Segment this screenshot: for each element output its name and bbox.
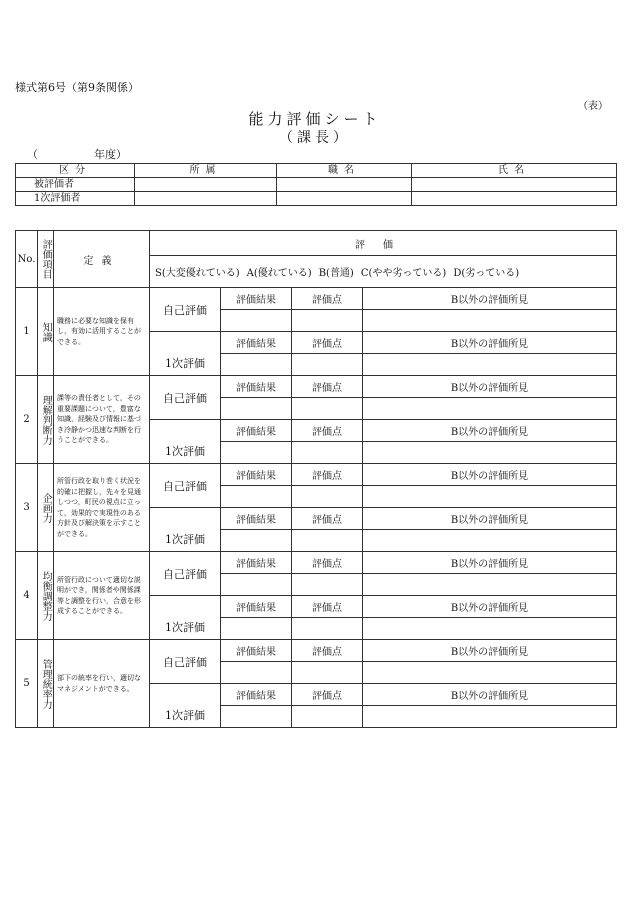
self-eval-label: 自己評価 <box>150 288 221 332</box>
first-score-cell[interactable] <box>292 442 363 464</box>
first-comment-cell[interactable] <box>363 618 617 640</box>
first-comment-cell[interactable] <box>363 706 617 728</box>
header-department: 所属 <box>135 164 277 178</box>
item-number: 4 <box>16 552 38 640</box>
self-score-cell[interactable] <box>292 662 363 684</box>
first-comment-cell[interactable] <box>363 354 617 376</box>
item-name <box>38 464 54 552</box>
first-result-cell[interactable] <box>221 530 292 552</box>
self-score-label: 評価点 <box>292 376 363 398</box>
first-comment-label: B以外の評価所見 <box>363 684 617 706</box>
item-number: 1 <box>16 288 38 376</box>
header-no: No. <box>16 231 38 288</box>
form-number: 様式第6号（第9条関係） <box>15 81 139 94</box>
item-definition: 職務に必要な知識を保有し，有効に活用することができる。 <box>54 288 150 376</box>
evaluatee-position-cell[interactable] <box>277 178 412 192</box>
page-subtitle: （課長） <box>279 130 351 146</box>
evaluatee-name-cell[interactable] <box>412 178 617 192</box>
grade-c: C(やや劣っている) <box>360 268 447 279</box>
first-score-label: 評価点 <box>292 332 363 354</box>
year-open: （ <box>27 148 38 161</box>
first-score-label: 評価点 <box>292 420 363 442</box>
first-score-cell[interactable] <box>292 530 363 552</box>
grade-b: B(普通) <box>318 268 354 279</box>
self-result-label: 評価結果 <box>221 288 292 310</box>
first-result-label: 評価結果 <box>221 420 292 442</box>
self-comment-cell[interactable] <box>363 398 617 420</box>
self-result-label: 評価結果 <box>221 552 292 574</box>
self-score-cell[interactable] <box>292 486 363 508</box>
self-score-label: 評価点 <box>292 288 363 310</box>
self-comment-cell[interactable] <box>363 310 617 332</box>
item-number: 3 <box>16 464 38 552</box>
first-score-cell[interactable] <box>292 618 363 640</box>
self-result-cell[interactable] <box>221 398 292 420</box>
first-score-label: 評価点 <box>292 684 363 706</box>
self-score-label: 評価点 <box>292 552 363 574</box>
self-result-cell[interactable] <box>221 574 292 596</box>
first-score-cell[interactable] <box>292 706 363 728</box>
self-comment-cell[interactable] <box>363 486 617 508</box>
item-name <box>38 288 54 376</box>
first-comment-label: B以外の評価所見 <box>363 420 617 442</box>
grade-s: S(大変優れている) <box>155 268 240 279</box>
grade-d: D(劣っている) <box>453 268 520 279</box>
header-position: 職名 <box>277 164 412 178</box>
item-name-text: 均衡調整力 <box>40 570 52 621</box>
evaluatee-department-cell[interactable] <box>135 178 277 192</box>
first-result-label: 評価結果 <box>221 684 292 706</box>
item-name <box>38 552 54 640</box>
first-comment-label: B以外の評価所見 <box>363 332 617 354</box>
self-comment-label: B以外の評価所見 <box>363 376 617 398</box>
first-comment-cell[interactable] <box>363 530 617 552</box>
self-comment-label: B以外の評価所見 <box>363 288 617 310</box>
self-score-cell[interactable] <box>292 310 363 332</box>
side-label: （表） <box>578 101 608 112</box>
person-table <box>15 163 617 206</box>
item-definition: 部下の統率を行い，適切なマネジメントができる。 <box>54 640 150 728</box>
self-result-cell[interactable] <box>221 310 292 332</box>
row-label-first-evaluator: 1次評価者 <box>16 192 135 206</box>
first-score-cell[interactable] <box>292 354 363 376</box>
first-result-cell[interactable] <box>221 442 292 464</box>
eval-item-2-row-1 <box>16 376 617 398</box>
person-row-evaluatee <box>16 178 617 192</box>
header-category: 区分 <box>16 164 135 178</box>
fiscal-year <box>27 146 127 162</box>
first-eval-label: 1次評価 <box>150 508 221 552</box>
self-comment-cell[interactable] <box>363 662 617 684</box>
eval-header-row-1 <box>16 231 617 256</box>
self-eval-label: 自己評価 <box>150 640 221 684</box>
first-comment-cell[interactable] <box>363 442 617 464</box>
first-score-label: 評価点 <box>292 596 363 618</box>
first-score-label: 評価点 <box>292 508 363 530</box>
first-result-cell[interactable] <box>221 706 292 728</box>
self-comment-label: B以外の評価所見 <box>363 552 617 574</box>
year-label: 年度） <box>94 148 127 161</box>
eval-item-5-row-1 <box>16 640 617 662</box>
item-name-text: 企画力 <box>40 492 52 523</box>
header-evaluation: 評価 <box>150 231 617 256</box>
self-eval-label: 自己評価 <box>150 552 221 596</box>
first-eval-label: 1次評価 <box>150 420 221 464</box>
item-definition: 課等の責任者として，その重要課題について，豊富な知識，経験及び情報に基づき冷静かつ迅速な判断を行うことができる。 <box>54 376 150 464</box>
page-title: 能力評価シート <box>248 110 382 128</box>
self-eval-label: 自己評価 <box>150 464 221 508</box>
item-number: 5 <box>16 640 38 728</box>
item-name-text: 管理統率力 <box>40 658 52 709</box>
self-score-cell[interactable] <box>292 398 363 420</box>
header-name: 氏名 <box>412 164 617 178</box>
evaluator-department-cell[interactable] <box>135 192 277 206</box>
person-row-first-evaluator <box>16 192 617 206</box>
header-item-text: 評価項目 <box>40 239 52 279</box>
self-eval-label: 自己評価 <box>150 376 221 420</box>
evaluator-name-cell[interactable] <box>412 192 617 206</box>
first-result-label: 評価結果 <box>221 596 292 618</box>
grade-scale <box>150 256 617 288</box>
first-eval-label: 1次評価 <box>150 332 221 376</box>
item-definition: 所管行政を取り巻く状況を的確に把握し，先々を見通しつつ，町民の視点に立って，効果的で実現性のある方針及び解決策を示すことができる。 <box>54 464 150 552</box>
first-eval-label: 1次評価 <box>150 684 221 728</box>
eval-item-1-row-1 <box>16 288 617 310</box>
first-result-cell[interactable] <box>221 354 292 376</box>
self-score-label: 評価点 <box>292 640 363 662</box>
eval-item-3-row-1 <box>16 464 617 486</box>
grade-a: A(優れている) <box>246 268 312 279</box>
self-result-cell[interactable] <box>221 662 292 684</box>
self-result-cell[interactable] <box>221 486 292 508</box>
self-score-label: 評価点 <box>292 464 363 486</box>
header-item <box>38 231 54 288</box>
evaluator-position-cell[interactable] <box>277 192 412 206</box>
item-definition: 所管行政について適切な説明ができ，関係者や関係課等と調整を行い，合意を形成することができる。 <box>54 552 150 640</box>
eval-item-4-row-1 <box>16 552 617 574</box>
first-comment-label: B以外の評価所見 <box>363 508 617 530</box>
self-result-label: 評価結果 <box>221 464 292 486</box>
self-comment-cell[interactable] <box>363 574 617 596</box>
self-result-label: 評価結果 <box>221 640 292 662</box>
evaluation-table <box>15 230 617 728</box>
item-number: 2 <box>16 376 38 464</box>
self-comment-label: B以外の評価所見 <box>363 464 617 486</box>
row-label-evaluatee: 被評価者 <box>16 178 135 192</box>
item-name-text: 理解判断力 <box>40 394 52 445</box>
first-result-label: 評価結果 <box>221 508 292 530</box>
self-score-cell[interactable] <box>292 574 363 596</box>
self-comment-label: B以外の評価所見 <box>363 640 617 662</box>
first-eval-label: 1次評価 <box>150 596 221 640</box>
first-result-label: 評価結果 <box>221 332 292 354</box>
item-name-text: 知識 <box>40 321 52 342</box>
person-header-row <box>16 164 617 178</box>
first-comment-label: B以外の評価所見 <box>363 596 617 618</box>
self-result-label: 評価結果 <box>221 376 292 398</box>
header-definition: 定義 <box>54 231 150 288</box>
item-name <box>38 640 54 728</box>
first-result-cell[interactable] <box>221 618 292 640</box>
item-name <box>38 376 54 464</box>
